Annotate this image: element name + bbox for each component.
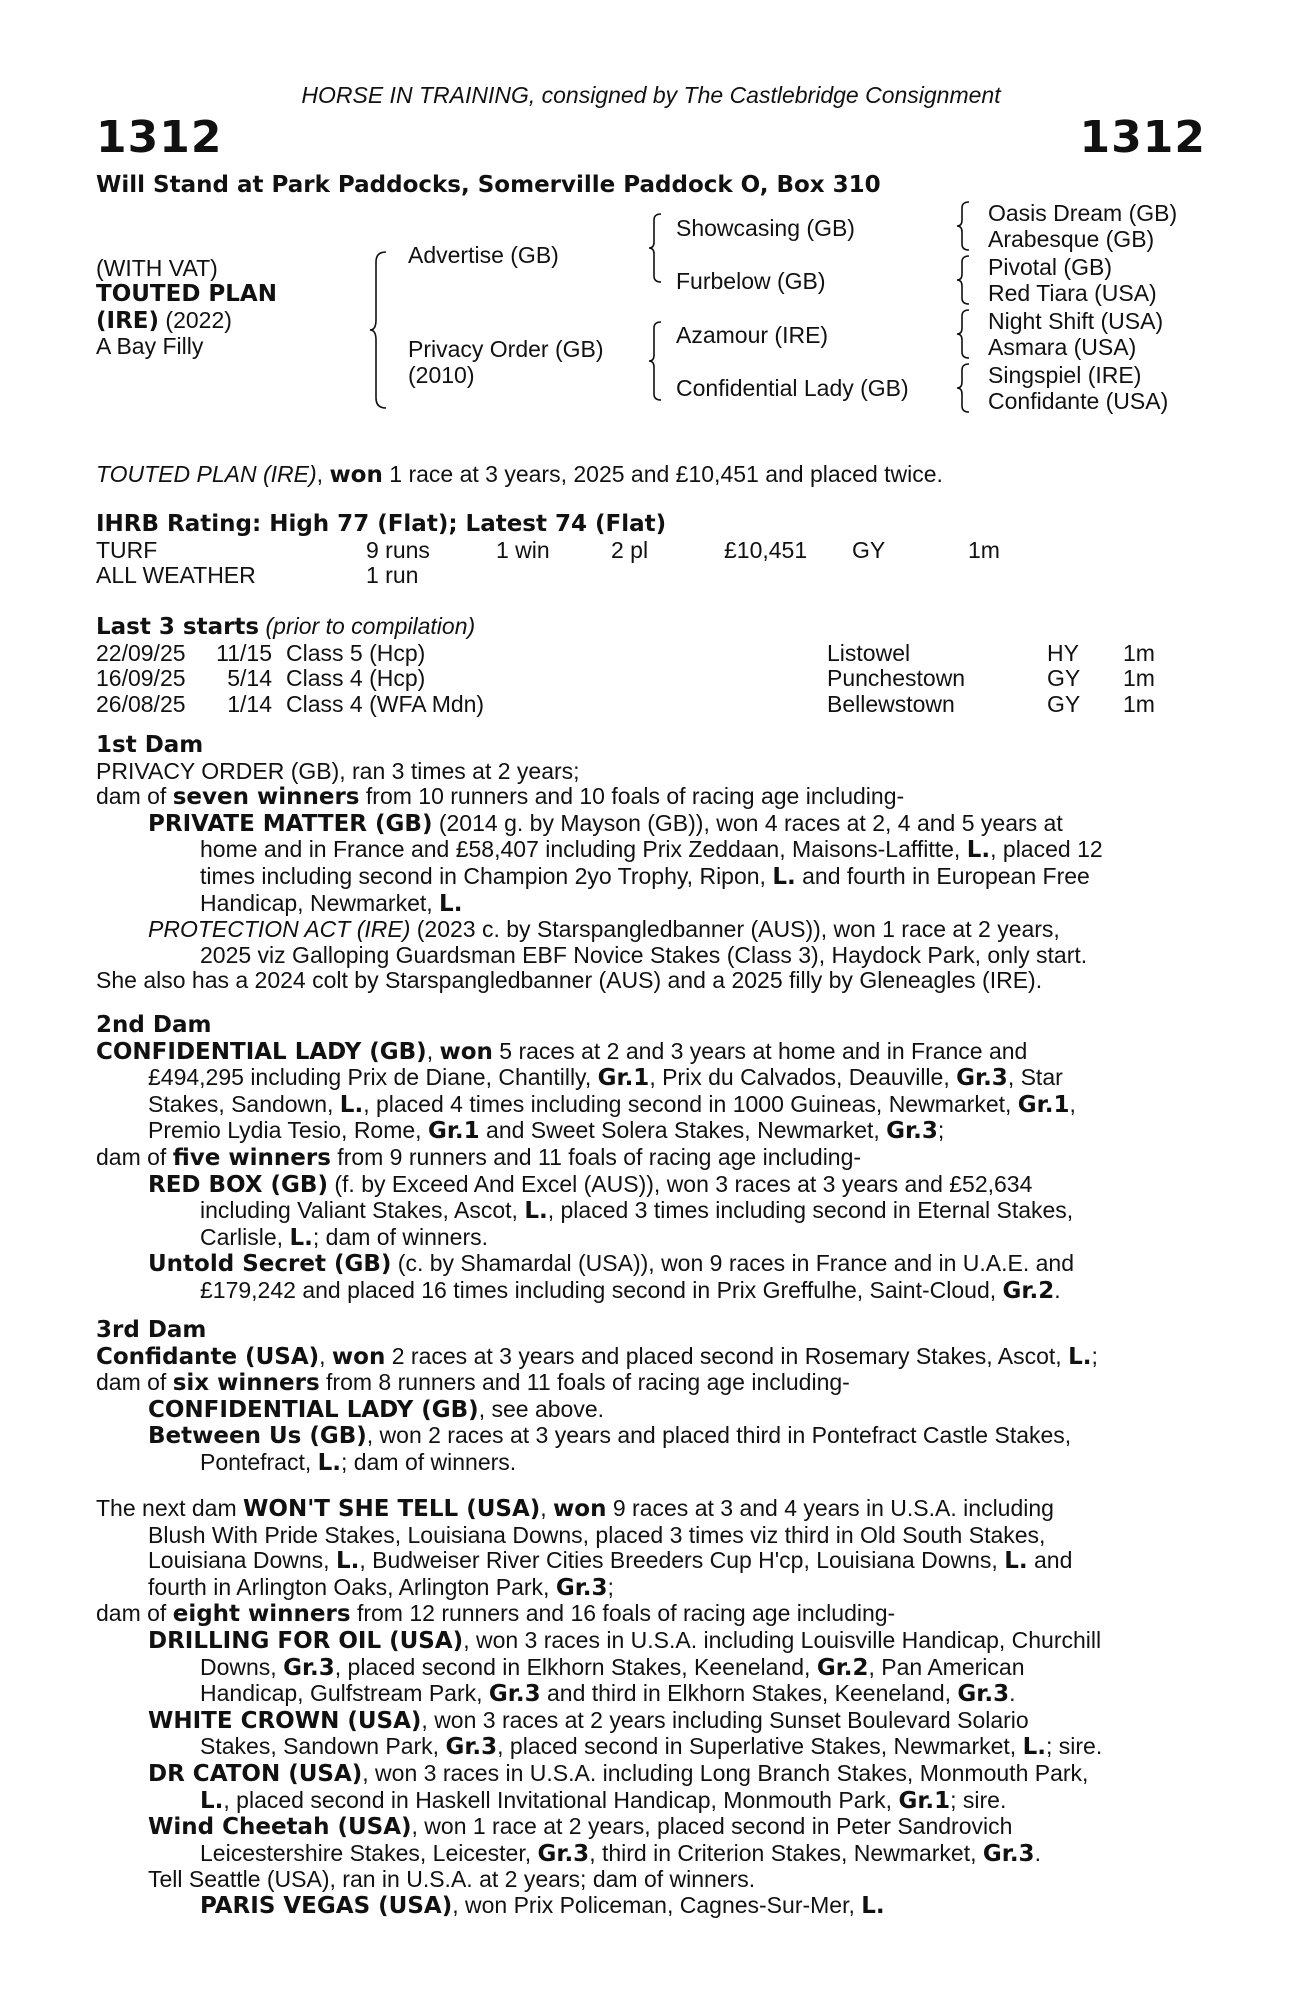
turf-record: TURF 9 runs 1 win 2 pl £10,451 GY 1m <box>96 536 1000 563</box>
brace-g3-2 <box>956 254 972 306</box>
start-row: 22/09/25 11/15 Class 5 (Hcp) Listowel HY 1m <box>96 639 1155 666</box>
third-dam-section: 3rd Dam Confidante (USA), won 2 races at 3 years and placed second in Rosemary Stakes, Ascot, L.; dam of six winners from 8 runners and 11 foals of racing age including- CONFIDENTIAL LADY (GB), see above. Between Us (GB), won 2 races at 3 years and placed third in Pontefract Castle Stakes, Pontefract, L.; dam of winners. <box>96 1318 1206 1477</box>
start-row: 26/08/25 1/14 Class 4 (WFA Mdn) Bellewstown GY 1m <box>96 690 1155 717</box>
brace-g3-4 <box>956 362 972 414</box>
horse-description: A Bay Filly <box>96 333 204 359</box>
second-dam-heading: 2nd Dam <box>96 1012 212 1038</box>
g3-ancestor: Confidante (USA) <box>988 388 1169 414</box>
rating-block <box>96 512 1206 589</box>
brace-sire <box>648 212 664 284</box>
sire-dam: Furbelow (GB) <box>676 268 826 294</box>
sire-sire: Showcasing (GB) <box>676 215 855 241</box>
dam-sire: Azamour (IRE) <box>676 322 829 348</box>
g3-ancestor: Pivotal (GB) <box>988 254 1112 280</box>
lot-number-left: 1312 <box>96 112 223 163</box>
dam-year: (2010) <box>408 362 475 388</box>
sire: Advertise (GB) <box>408 242 559 268</box>
start-row: 16/09/25 5/14 Class 4 (Hcp) Punchestown GY 1m <box>96 665 1155 692</box>
stand-location: Will Stand at Park Paddocks, Somerville Paddock O, Box 310 <box>96 172 881 198</box>
lot-number-right: 1312 <box>1079 112 1206 163</box>
g3-ancestor: Singspiel (IRE) <box>988 362 1142 388</box>
pedigree-table <box>96 200 1206 418</box>
brace-g3-3 <box>956 308 972 360</box>
brace-gen1 <box>368 250 390 410</box>
aw-record: ALL WEATHER 1 run <box>96 562 419 589</box>
first-dam-heading: 1st Dam <box>96 732 204 758</box>
third-dam-heading: 3rd Dam <box>96 1317 207 1343</box>
race-summary: TOUTED PLAN (IRE), won 1 race at 3 years, 2025 and £10,451 and placed twice. <box>96 461 943 488</box>
g3-ancestor: Red Tiara (USA) <box>988 280 1157 306</box>
vat-label: (WITH VAT) <box>96 255 218 281</box>
horse-name: TOUTED PLAN <box>96 281 277 307</box>
catalogue-page <box>96 0 1206 2000</box>
second-dam-section: 2nd Dam CONFIDENTIAL LADY (GB), won 5 races at 2 and 3 years at home and in France and £494,295 including Prix de Diane, Chantilly, Gr.1, Prix du Calvados, Deauville, Gr.3, Star Stakes, Sandown, L., placed 4 times including second in 1000 Guineas, Newmarket, Gr.1, Premio Lydia Tesio, Rome, Gr.1 and Sweet Solera Stakes, Newmarket, Gr.3; dam of five winners from 9 runners and 11 foals of racing age including- RED BOX (GB) (f. by Exceed And Excel (AUS)), won 3 races at 3 years and £52,634 including Valiant Stakes, Ascot, L., placed 3 times including second in Eternal Stakes, Carlisle, L.; dam of winners. Untold Secret (GB) (c. by Shamardal (USA)), won 9 races in France and in U.A.E. and £179,242 and placed 16 times including second in Prix Greffulhe, Saint-Cloud, Gr.2. <box>96 1013 1206 1305</box>
g3-ancestor: Night Shift (USA) <box>988 308 1164 334</box>
first-dam-section: 1st Dam PRIVACY ORDER (GB), ran 3 times at 2 years; dam of seven winners from 10 runners and 10 foals of racing age including- PRIVATE MATTER (GB) (2014 g. by Mayson (GB)), won 4 races at 2, 4 and 5 years at home and in France and £58,407 including Prix Zeddaan, Maisons-Laffitte, L., placed 12 times including second in Champion 2yo Trophy, Ripon, L. and fourth in European Free Handicap, Newmarket, L. PROTECTION ACT (IRE) (2023 c. by Starspangledbanner (AUS)), won 1 race at 2 years, 2025 viz Galloping Guardsman EBF Novice Stakes (Class 3), Haydock Park, only start. She also has a 2024 colt by Starspangledbanner (AUS) and a 2025 filly by Gleneagles (IRE). <box>96 733 1206 994</box>
g3-ancestor: Arabesque (GB) <box>988 226 1155 252</box>
g3-ancestor: Asmara (USA) <box>988 334 1137 360</box>
brace-g3-1 <box>956 200 972 252</box>
dam-dam: Confidential Lady (GB) <box>676 375 909 401</box>
rating-heading: IHRB Rating: High 77 (Flat); Latest 74 (Flat) <box>96 511 667 537</box>
horse-country-year: (IRE) (2022) <box>96 307 232 334</box>
brace-dam <box>648 320 664 402</box>
consignment-title: HORSE IN TRAINING, consigned by The Castlebridge Consignment <box>301 82 1001 108</box>
dam: Privacy Order (GB) <box>408 336 604 362</box>
fourth-dam-section: The next dam WON'T SHE TELL (USA), won 9 races at 3 and 4 years in U.S.A. including Blush With Pride Stakes, Louisiana Downs, placed 3 times viz third in Old South Stakes, Louisiana Downs, L., Budweiser River Cities Breeders Cup H'cp, Louisiana Downs, L. and fourth in Arlington Oaks, Arlington Park, Gr.3; dam of eight winners from 12 runners and 16 foals of racing age including- DRILLING FOR OIL (USA), won 3 races in U.S.A. including Louisville Handicap, Churchill Downs, Gr.3, placed second in Elkhorn Stakes, Keeneland, Gr.2, Pan American Handicap, Gulfstream Park, Gr.3 and third in Elkhorn Stakes, Keeneland, Gr.3. WHITE CROWN (USA), won 3 races at 2 years including Sunset Boulevard Solario Stakes, Sandown Park, Gr.3, placed second in Superlative Stakes, Newmarket, L.; sire. DR CATON (USA), won 3 races in U.S.A. including Long Branch Stakes, Monmouth Park, L., placed second in Haskell Invitational Handicap, Monmouth Park, Gr.1; sire. Wind Cheetah (USA), won 1 race at 2 years, placed second in Peter Sandrovich Leicestershire Stakes, Leicester, Gr.3, third in Criterion Stakes, Newmarket, Gr.3. Tell Seattle (USA), ran in U.S.A. at 2 years; dam of winners. PARIS VEGAS (USA), won Prix Policeman, Cagnes-Sur-Mer, L. <box>96 1495 1103 1919</box>
g3-ancestor: Oasis Dream (GB) <box>988 200 1178 226</box>
last-three-starts: Last 3 starts (prior to compilation) 22/09/25 11/15 Class 5 (Hcp) Listowel HY 1m 16/09/25 5/14 Class 4 (Hcp) Punchestown GY 1m 26/08/25 1/14 Class 4 (WFA Mdn) Bellewstown GY 1m <box>96 614 1206 717</box>
